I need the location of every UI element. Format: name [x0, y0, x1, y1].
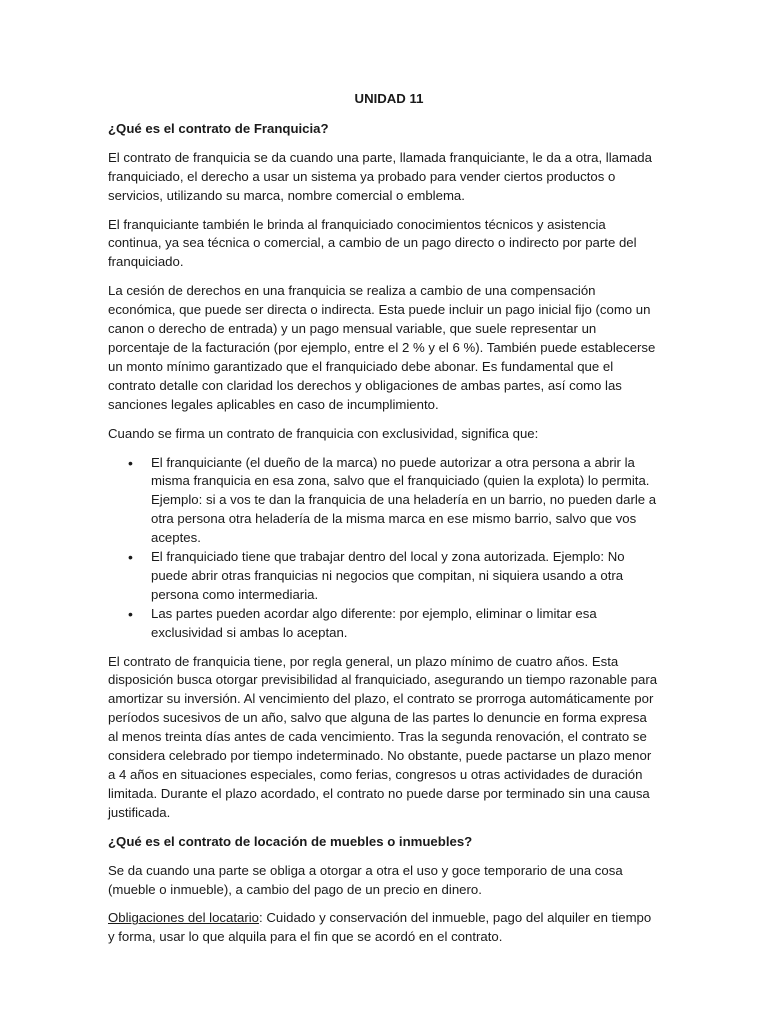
lease-heading: ¿Qué es el contrato de locación de muebles o inmuebles? — [108, 833, 473, 849]
lease-definition-paragraph: Se da cuando una parte se obliga a otorgar a otra el uso y goce temporario de una cosa (mueble o inmueble), a cambio del pago de un precio en dinero. — [108, 862, 623, 897]
bullet-icon: • — [128, 549, 133, 566]
franchise-compensation-paragraph: La cesión de derechos en una franquicia se realiza a cambio de una compensación económica, que puede ser directa o indirecta. Esta puede incluir un pago inicial fijo (como un canon o derecho de entrada) y un pago mensual variable, que suele representar un porcentaje de la facturación (por ejemplo, entre el 2 % y el 6 %). También puede establecerse un monto mínimo garantizado que el franquiciado debe abonar. Es fundamental que el contrato detalle con claridad los derechos y obligaciones de ambas partes, así como las sanciones legales aplicables en caso de incumplimiento. — [108, 283, 656, 412]
franchise-assistance-paragraph: El franquiciante también le brinda al franquiciado conocimientos técnicos y asistencia continua, ya sea técnica o comercial, a cambio de un pago directo o indirecto por parte del franquiciado. — [108, 216, 637, 270]
list-item — [108, 548, 660, 605]
list-item — [108, 605, 660, 643]
franchise-term-paragraph: El contrato de franquicia tiene, por regla general, un plazo mínimo de cuatro años. Esta disposición busca otorgar previsibilidad al franquiciado, asegurando un tiempo razonable para amortizar su inversión. Al vencimiento del plazo, el contrato se prorroga automáticamente por períodos sucesivos de un año, salvo que alguna de las partes lo denuncie en forma expresa al menos treinta días antes de cada vencimiento. Tras la segunda renovación, el contrato se considera celebrado por tiempo indeterminado. No obstante, puede pactarse un plazo menor a 4 años en situaciones especiales, como ferias, congresos u otras actividades de duración limitada. Durante el plazo acordado, el contrato no puede darse por terminado sin una causa justificada. — [108, 653, 658, 820]
obligations-text: : Cuidado y conservación del inmueble, pago del alquiler en tiempo y forma, usar lo que alquila para el fin que se acordó en el contrato. — [108, 910, 652, 945]
franchise-definition-paragraph: El contrato de franquicia se da cuando una parte, llamada franquiciante, le da a otra, llamada franquiciado, el derecho a usar un sistema ya probado para vender ciertos productos o servicios, utilizando su marca, nombre comercial o emblema. — [108, 149, 652, 203]
franchise-exclusivity-intro: Cuando se firma un contrato de franquicia con exclusividad, significa que: — [108, 425, 539, 441]
list-item-text: Las partes pueden acordar algo diferente: por ejemplo, eliminar o limitar esa exclusividad si ambas lo aceptan. — [151, 605, 597, 640]
lessee-obligations-paragraph — [108, 909, 660, 947]
list-item — [108, 454, 660, 549]
list-item-text: El franquiciante (el dueño de la marca) no puede autorizar a otra persona a abrir la misma franquicia en esa zona, salvo que el franquiciado (quien la explota) lo permita. Ejemplo: si a vos te dan la franquicia de una heladería en un barrio, no pueden darle a otra persona otra heladería de la misma marca en ese mismo barrio, salvo que vos aceptes. — [151, 454, 657, 546]
unit-title: UNIDAD 11 — [354, 91, 424, 106]
exclusivity-list — [108, 454, 660, 643]
obligations-label: Obligaciones del locatario — [108, 910, 260, 926]
bullet-icon: • — [128, 605, 133, 622]
bullet-icon: • — [128, 454, 133, 471]
franchise-heading: ¿Qué es el contrato de Franquicia? — [108, 120, 329, 136]
list-item-text: El franquiciado tiene que trabajar dentro del local y zona autorizada. Ejemplo: No puede abrir otras franquicias ni negocios que compitan, ni siquiera usando a otra persona como intermediaria. — [151, 549, 625, 602]
